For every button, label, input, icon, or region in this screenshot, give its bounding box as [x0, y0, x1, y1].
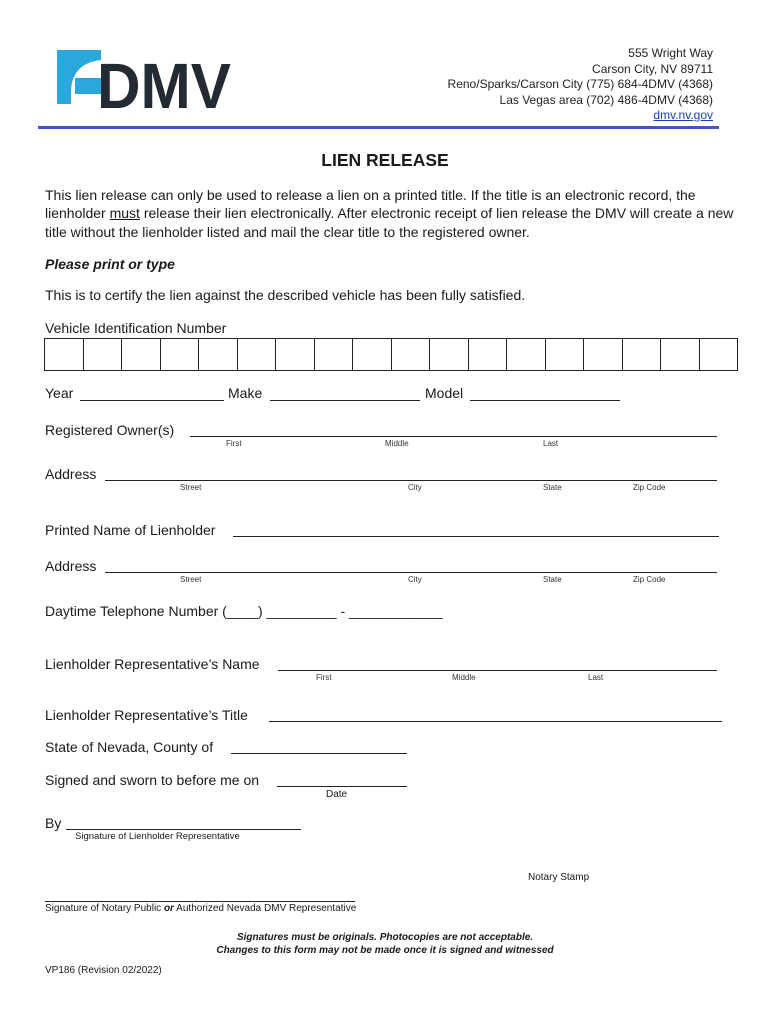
address-line-1: 555 Wright Way [628, 46, 713, 60]
phone-field[interactable]: Daytime Telephone Number (____) _________ - ____________ [45, 603, 443, 619]
owner-last-caption: Last [543, 439, 559, 448]
vin-box[interactable] [469, 339, 508, 370]
sworn-date-field[interactable] [277, 786, 407, 787]
vin-box[interactable] [392, 339, 431, 370]
owner-first-caption: First [226, 439, 242, 448]
form-title: LIEN RELEASE [321, 150, 449, 170]
lienholder-zip-caption: Zip Code [633, 575, 666, 584]
lienholder-address-field[interactable] [105, 572, 717, 573]
website-link[interactable]: dmv.nv.gov [653, 108, 713, 122]
signature-notes [0, 931, 770, 957]
vin-box[interactable] [84, 339, 123, 370]
vin-box[interactable] [584, 339, 623, 370]
owner-street-caption: Street [180, 483, 202, 492]
rep-title-label: Lienholder Representative’s Title [45, 707, 248, 723]
vin-box[interactable] [507, 339, 546, 370]
rep-signature-field[interactable] [66, 829, 301, 830]
rep-title-field[interactable] [269, 721, 722, 722]
rep-name-field[interactable] [278, 670, 717, 671]
lienholder-address-label: Address [45, 558, 97, 574]
rep-first-caption: First [316, 673, 332, 682]
lienholder-city-caption: City [408, 575, 422, 584]
vin-box[interactable] [45, 339, 84, 370]
phone-reno: Reno/Sparks/Carson City (775) 684-4DMV (4368) [447, 77, 713, 91]
county-label: State of Nevada, County of [45, 739, 214, 755]
rep-signature-caption: Signature of Lienholder Representative [75, 831, 240, 842]
vin-box[interactable] [700, 339, 738, 370]
vin-box[interactable] [315, 339, 354, 370]
vin-grid[interactable] [44, 338, 738, 371]
agency-address [448, 46, 713, 124]
owner-zip-caption: Zip Code [633, 483, 666, 492]
owner-state-caption: State [543, 483, 562, 492]
lienholder-name-label: Printed Name of Lienholder [45, 522, 216, 538]
svg-text:DMV: DMV [97, 50, 232, 112]
lienholder-state-caption: State [543, 575, 562, 584]
vin-box[interactable] [238, 339, 277, 370]
vin-box[interactable] [661, 339, 700, 370]
owner-field[interactable] [190, 436, 717, 437]
by-label: By [45, 815, 62, 831]
notary-signature-caption: Signature of Notary Public or Authorized Nevada DMV Representative [45, 903, 357, 914]
vin-box[interactable] [276, 339, 315, 370]
rep-middle-caption: Middle [452, 673, 476, 682]
rep-name-label: Lienholder Representative’s Name [45, 656, 260, 672]
intro-paragraph: This lien release can only be used to release a lien on a printed title. If the title is an electronic record, the lienholder must release their lien electronically. After electronic receipt of lien release the DMV will create a new title without the lienholder listed and mail the clear title to the registered owner. [45, 187, 734, 240]
lienholder-street-caption: Street [180, 575, 202, 584]
vin-box[interactable] [199, 339, 238, 370]
revision-label: VP186 (Revision 02/2022) [45, 965, 162, 976]
county-field[interactable] [231, 753, 407, 754]
vin-box[interactable] [430, 339, 469, 370]
note-line-2: Changes to this form may not be made once it is signed and witnessed [216, 945, 554, 956]
owner-city-caption: City [408, 483, 422, 492]
owner-address-label: Address [45, 466, 97, 482]
phone-vegas: Las Vegas area (702) 486-4DMV (4368) [499, 92, 713, 107]
header-rule [38, 126, 719, 129]
owner-address-field[interactable] [105, 480, 717, 481]
certify-statement: This is to certify the lien against the described vehicle has been fully satisfied. [45, 287, 526, 303]
vin-box[interactable] [353, 339, 392, 370]
year-field[interactable] [80, 400, 224, 401]
note-line-1: Signatures must be originals. Photocopies are not acceptable. [236, 932, 534, 943]
vin-box[interactable] [161, 339, 200, 370]
vin-label: Vehicle Identification Number [45, 320, 227, 336]
make-label: Make [228, 385, 263, 401]
print-note: Please print or type [45, 256, 175, 272]
rep-last-caption: Last [588, 673, 604, 682]
dmv-logo [57, 48, 233, 112]
vin-box[interactable] [623, 339, 662, 370]
vin-box[interactable] [546, 339, 585, 370]
model-label: Model [425, 385, 464, 401]
lienholder-name-field[interactable] [233, 536, 719, 537]
address-line-2: Carson City, NV 89711 [592, 61, 713, 76]
vin-box[interactable] [122, 339, 161, 370]
notary-signature-field[interactable] [45, 901, 355, 902]
model-field[interactable] [470, 400, 620, 401]
date-caption: Date [326, 789, 348, 800]
owner-label: Registered Owner(s) [45, 422, 175, 438]
notary-stamp-label: Notary Stamp [528, 872, 590, 883]
year-label: Year [45, 385, 74, 401]
make-field[interactable] [270, 400, 420, 401]
sworn-label: Signed and sworn to before me on [45, 772, 260, 788]
owner-middle-caption: Middle [385, 439, 409, 448]
